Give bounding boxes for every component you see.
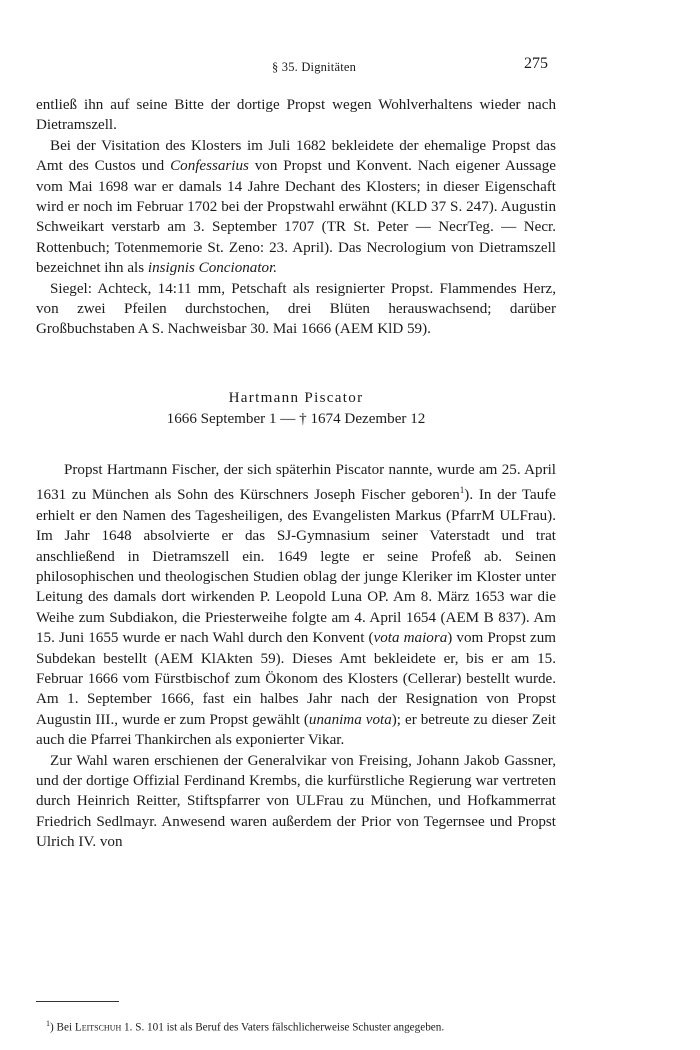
section-heading: [36, 388, 556, 430]
paragraph-continuation: entließ ihn auf seine Bitte der dortige Propst wegen Wohlverhaltens wieder nach Dietramszell.: [36, 97, 556, 134]
running-header-section: § 35. Dignitäten: [272, 60, 357, 74]
footnote: $^1$) Bei Leitschuh 1. S. 101 ist als Beruf des Vaters fälschlicherweise Schuster angegeben.: [46, 1019, 445, 1034]
footnote-reference: 1: [459, 485, 465, 496]
page-number: 275: [524, 55, 548, 72]
heading-dates: 1666 September 1 — † 1674 Dezember 12: [166, 410, 426, 427]
heading-name: Hartmann Piscator: [228, 389, 364, 406]
footnote-divider: [36, 1001, 119, 1002]
body-text: [36, 95, 556, 853]
paragraph-biography: Propst Hartmann Fischer, der sich späterhin Piscator nannte, wurde am 25. April 1631 zu München als Sohn des Kürschners Joseph Fischer geboren$^1$). In der Taufe erhielt er den Namen des Tagesheiligen, des Evangelisten Markus (PfarrM ULFrau). Im Jahr 1648 absolvierte er das SJ-Gymnasium seiner Vaterstadt und trat anschließend in Dietramszell ein. 1649 legte er seine Profeß ab. Seinen philosophischen und theologischen Studien oblag der junge Kleriker im Kloster unter Leitung des damals dort wirkenden P. Leopold Luna OP. Am 8. März 1653 war die Weihe zum Subdiakon, die Priesterweihe folgte am 4. April 1654 (AEM B 837). Am 15. Juni 1655 wurde er nach Wahl durch den Konvent (vota maiora) vom Propst zum Subdekan bestellt (AEM KlAkten 59). Dieses Amt bekleidete er, bis er am 15. Februar 1666 vom Fürstbischof zum Ökonom des Klosters (Cellerar) bestellt wurde. Am 1. September 1666, fast ein halbes Jahr nach der Resignation von Propst Augustin III., wurde er zum Propst gewählt (unanima vota); er betreute zu dieser Zeit auch die Pfarrei Thankirchen als exponierter Vikar.: [36, 461, 557, 749]
paragraph-election: Zur Wahl waren erschienen der Generalvikar von Freising, Johann Jakob Gassner, und der dortige Offizial Ferdinand Krembs, die kurfürstliche Regierung war vertreten durch Heinrich Reitter, Stiftspfarrer von ULFrau zu München, und Hofkammerrat Friedrich Sedlmayr. Anwesend waren außerdem der Prior von Tegernsee und Propst Ulrich IV. von: [36, 752, 556, 851]
paragraph-seal: Siegel: Achteck, 14:11 mm, Petschaft als resignierter Propst. Flammendes Herz, von zwei Pfeilen durchstochen, drei Blüten herauswachsend; darüber Großbuchstaben A S. Nachweisbar 30. Mai 1666 (AEM KlD 59).: [36, 280, 556, 338]
paragraph-visitation: Bei der Visitation des Klosters im Juli 1682 bekleidete der ehemalige Propst das Amt des Custos und Confessarius von Propst und Konvent. Nach eigener Aussage vom Mai 1698 war er damals 14 Jahre Dechant des Klosters; in dieser Eigenschaft wird er noch im Februar 1702 bei der Propstwahl erwähnt (KLD 37 S. 247). Augustin Schweikart verstarb am 3. September 1707 (TR St. Peter — NecrTeg. — Necr. Rottenbuch; Totenmemorie St. Zeno: 23. April). Das Necrologium von Dietramszell bezeichnet ihn als insignis Concionator.: [36, 137, 556, 277]
